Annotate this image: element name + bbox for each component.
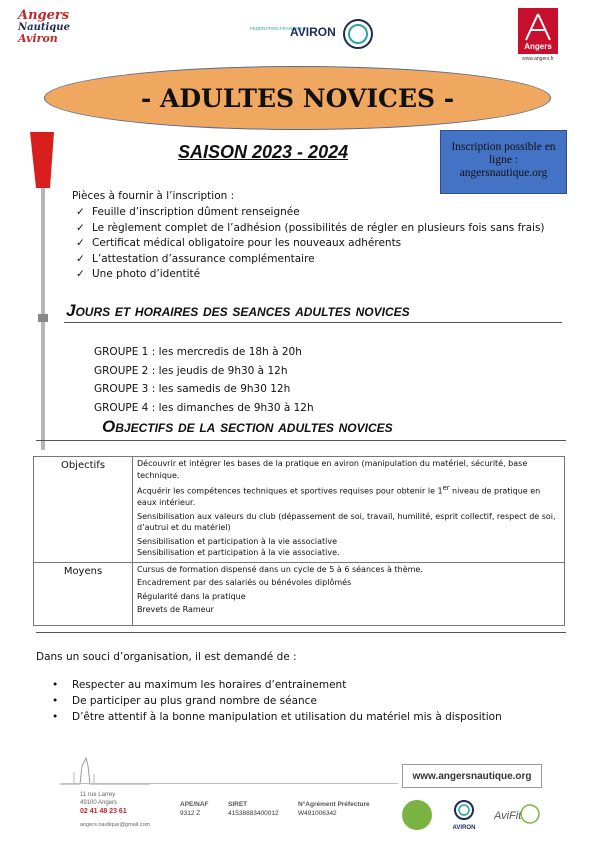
list-item: • De participer au plus grand nombre de séance (52, 694, 502, 710)
siret-label: SIRET (228, 801, 248, 808)
list-item: ✓ Le règlement complet de l’adhésion (possibilités de régler en plusieurs fois sans frais) (76, 221, 545, 237)
schedule-heading-text (66, 300, 546, 322)
registration-line-2: ligne : (488, 154, 519, 166)
season-heading: SAISON 2023 - 2024 (178, 142, 349, 162)
angers-nautique-logo (18, 10, 106, 56)
rules-list (52, 678, 502, 725)
table-cell-objectifs (133, 457, 565, 563)
footer-divider (66, 783, 398, 784)
list-item: • Respecter au maximum les horaires d’entrainement (52, 678, 502, 694)
cell-text: Sensibilisation et participation à la vie associative (137, 536, 338, 546)
cell-text (137, 483, 560, 509)
table-row (34, 457, 565, 563)
organization-intro: Dans un souci d’organisation, il est demandé de : (36, 651, 297, 663)
ape-value: 9312 Z (180, 810, 201, 817)
divider (64, 322, 562, 323)
avifit-logo (494, 800, 540, 828)
ape-label: APE/NAF (180, 801, 209, 808)
agrement-info (298, 800, 370, 818)
table-cell-moyens (133, 562, 565, 625)
documents-list (76, 205, 545, 283)
logo-line-3: Aviron (18, 32, 58, 45)
address (80, 792, 117, 807)
cell-text: Découvrir et intégrer les bases de la pratique en aviron (manipulation du matériel, sécurité, base technique. (137, 459, 528, 480)
objectives-heading-text (102, 416, 522, 438)
superscript: er (442, 484, 450, 492)
cell-text: Régularité dans la pratique (137, 591, 246, 601)
aviron-label-text: AVIRON (452, 825, 476, 831)
table-label-objectifs: Objectifs (34, 457, 133, 563)
objectives-heading-label: Objectifs de la section adultes novices (102, 417, 393, 436)
website-link[interactable]: www.angersnautique.org (402, 764, 542, 788)
phone-number: 02 41 48 23 61 (80, 808, 127, 815)
list-item: ✓ Certificat médical obligatoire pour les nouveaux adhérents (76, 236, 545, 252)
aviron-club-label-icon (446, 798, 482, 832)
list-item: GROUPE 4 : les dimanches de 9h30 à 12h (94, 401, 314, 414)
list-item: GROUPE 3 : les samedis de 9h30 12h (94, 383, 291, 395)
federation-name: AVIRON (290, 25, 336, 39)
objectives-table (33, 456, 565, 626)
cell-text: Cursus de formation dispensé dans un cycle de 5 à 6 séances à thème. (137, 564, 423, 574)
agrement-value: W491006342 (298, 810, 337, 817)
ffaviron-emblem (250, 14, 380, 54)
list-item: ✓ Feuille d’inscription dûment renseignée (76, 205, 545, 221)
cell-text-part: Acquérir les compétences techniques et sportives requises pour obtenir le 1 (137, 486, 443, 496)
online-registration-box (440, 130, 567, 194)
cell-text-part: niveau de pratique en eaux intérieur. (137, 486, 541, 508)
list-item: GROUPE 1 : les mercredis de 18h à 20h (94, 346, 302, 358)
cell-text: Brevets de Rameur (137, 605, 214, 615)
logo-line-2: Nautique (18, 22, 70, 33)
documents-intro: Pièces à fournir à l’inscription : (72, 190, 235, 202)
oar-icon (28, 130, 58, 450)
cell-text: Encadrement par des salariés ou bénévoles diplômés (137, 578, 352, 588)
address-line: 11 rue Larrey (80, 792, 116, 798)
groups-list (94, 343, 314, 417)
city-url: www.angers.fr (522, 56, 554, 62)
agrement-label: N°Agrément Préfecture (298, 801, 370, 808)
table-row (34, 562, 565, 625)
siret-value: 41538883400012 (228, 810, 279, 817)
green-label-icon (402, 800, 432, 830)
ape-info (180, 800, 209, 818)
email-address[interactable]: angers.nautique@gmail.com (80, 822, 151, 828)
registration-line-1: Inscription possible en (451, 141, 556, 153)
cell-text: Sensibilisation aux valeurs du club (dépassement de soi, travail, humilité, esprit collectif, respect de soi, d’autrui et du matériel) (137, 511, 556, 533)
federation-small-text: FÉDÉRATION FRANÇAISE (250, 26, 306, 31)
city-name: Angers (524, 42, 552, 51)
page-title: - ADULTES NOVICES - (140, 83, 455, 113)
castle-sketch-icon (60, 744, 150, 788)
list-item: GROUPE 2 : les jeudis de 9h30 à 12h (94, 364, 288, 377)
list-item: ✓ L’attestation d’assurance complémentaire (76, 252, 545, 268)
title-banner (44, 66, 551, 130)
list-item: ✓ Une photo d’identité (76, 267, 545, 283)
divider (36, 632, 566, 633)
objectives-heading (102, 416, 522, 442)
siret-info (228, 800, 279, 818)
angers-city-logo (512, 8, 564, 64)
city-a-icon (518, 12, 558, 42)
schedule-heading-label: Jours et horaires des seances adultes novices (66, 301, 410, 320)
registration-link[interactable]: angersnautique.org (459, 167, 548, 179)
ffaviron-logo (250, 14, 380, 54)
avifit-text: AviFit (494, 810, 522, 822)
table-label-moyens: Moyens (34, 562, 133, 625)
list-item: • D’être attentif à la bonne manipulation et utilisation du matériel mis à disposition (52, 710, 502, 726)
cell-text: Sensibilisation et participation à la vie associative. (137, 548, 340, 558)
address-line: 49100 Angers (80, 799, 118, 806)
logo-line-1: Angers (18, 8, 70, 23)
divider (36, 440, 566, 441)
city-emblem (518, 8, 558, 54)
